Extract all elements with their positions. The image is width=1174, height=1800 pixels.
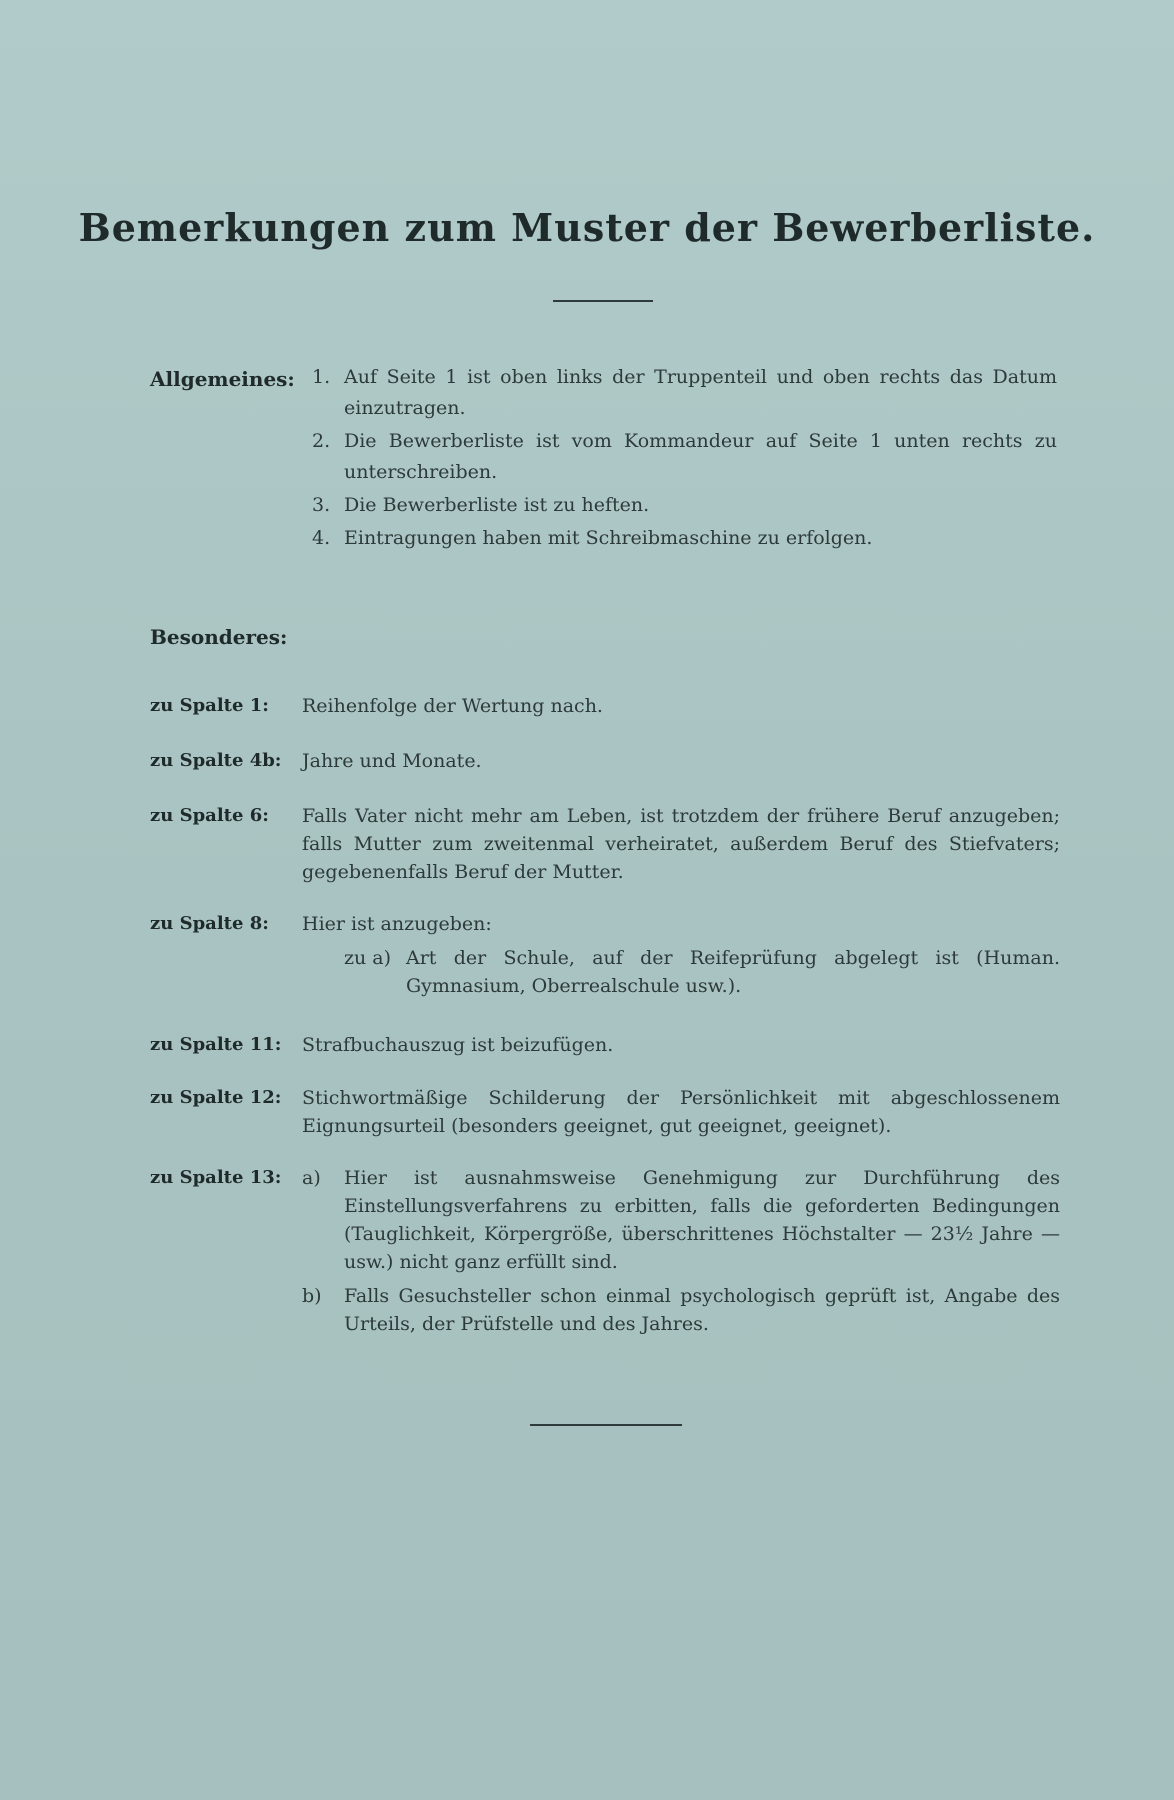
spalte-11-row (150, 1031, 1060, 1059)
spalte-label: zu Spalte 4b: (150, 750, 282, 771)
sub-item (302, 944, 1060, 1000)
spalte-1-row (150, 692, 1060, 720)
item-text: Eintragungen haben mit Schreibmaschine zu erfolgen. (344, 527, 873, 549)
item-number: 2. (312, 430, 331, 452)
spalte-content (302, 910, 1060, 1000)
item-text: Die Bewerberliste ist zu heften. (344, 494, 650, 516)
sub-text: Hier ist ausnahmsweise Genehmigung zur Durchführung des Einstellungsverfahrens zu erbitten, falls die geforderten Bedingungen (Tauglichkeit, Körpergröße, überschrittenes Höchstalter — 23½ Jahre — usw.) nicht ganz erfüllt sind. (344, 1167, 1060, 1273)
spalte-text: Reihenfolge der Wertung nach. (302, 695, 603, 717)
spalte-label: zu Spalte 13: (150, 1167, 282, 1188)
sub-marker: a) (302, 1167, 321, 1189)
page-title: Bemerkungen zum Muster der Bewerberliste. (78, 205, 1096, 250)
spalte-text: Hier ist anzugeben: (302, 913, 492, 935)
item-number: 4. (312, 527, 331, 549)
title-divider (553, 300, 653, 302)
spalte-label: zu Spalte 11: (150, 1034, 282, 1055)
item-text: Auf Seite 1 ist oben links der Truppenteil und oben rechts das Datum einzutragen. (344, 366, 1057, 419)
sub-item (302, 1164, 1060, 1276)
item-number: 1. (312, 366, 331, 388)
item-text: Die Bewerberliste ist vom Kommandeur auf Seite 1 unten rechts zu unterschreiben. (344, 430, 1057, 483)
sub-item (302, 1282, 1060, 1338)
spalte-content (302, 1164, 1060, 1338)
allgemeines-heading: Allgemeines: (150, 367, 295, 391)
spalte-12-row (150, 1084, 1060, 1140)
spalte-label: zu Spalte 1: (150, 695, 269, 716)
besonderes-heading: Besonderes: (150, 625, 288, 649)
spalte-label: zu Spalte 6: (150, 805, 269, 826)
list-item (312, 362, 1057, 424)
spalte-6-row (150, 802, 1060, 886)
item-number: 3. (312, 494, 331, 516)
spalte-label: zu Spalte 12: (150, 1087, 282, 1108)
spalte-label: zu Spalte 8: (150, 913, 269, 934)
spalte-8-row (150, 910, 1060, 1000)
spalte-4b-row (150, 747, 1060, 775)
allgemeines-list (312, 362, 1057, 556)
bottom-divider (530, 1424, 682, 1426)
list-item (312, 426, 1057, 488)
sub-text: Falls Gesuchsteller schon einmal psychologisch geprüft ist, Angabe des Urteils, der Prüfstelle und des Jahres. (344, 1285, 1060, 1335)
spalte-text: Strafbuchauszug ist beizufügen. (302, 1034, 614, 1056)
spalte-text: Falls Vater nicht mehr am Leben, ist trotzdem der frühere Beruf anzugeben; falls Mutter zum zweitenmal verheiratet, außerdem Beruf des Stiefvaters; gegebenenfalls Beruf der Mutter. (302, 805, 1060, 883)
sub-marker: zu a) (344, 947, 392, 969)
sub-marker: b) (302, 1285, 322, 1307)
list-item (312, 490, 1057, 521)
list-item (312, 523, 1057, 554)
spalte-text: Stichwortmäßige Schilderung der Persönlichkeit mit abgeschlossenem Eignungsurteil (besonders geeignet, gut geeignet, geeignet). (302, 1087, 1060, 1137)
sub-text: Art der Schule, auf der Reifeprüfung abgelegt ist (Human. Gymnasium, Oberrealschule usw.). (406, 947, 1060, 997)
spalte-13-row (150, 1164, 1060, 1338)
spalte-text: Jahre und Monate. (302, 750, 482, 772)
